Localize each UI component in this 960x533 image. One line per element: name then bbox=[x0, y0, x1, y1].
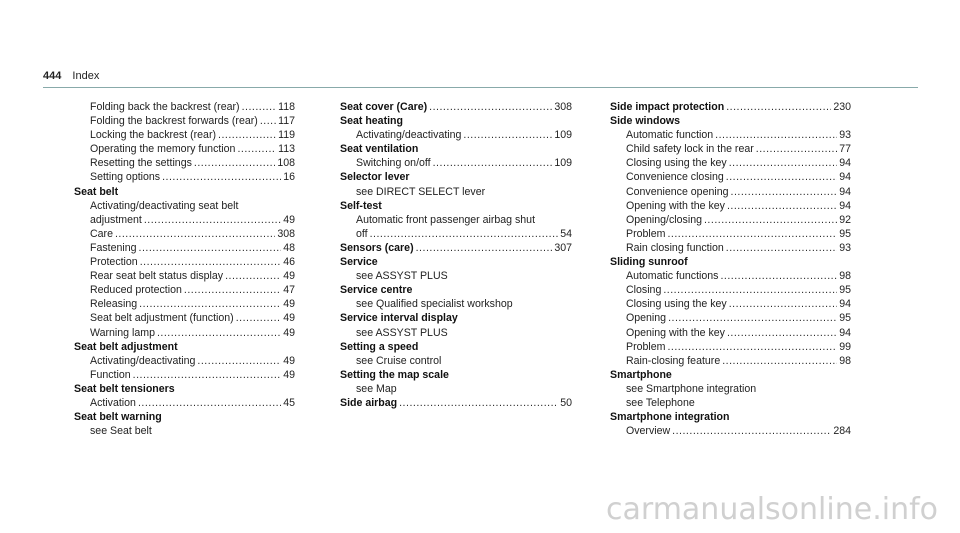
index-entry bbox=[610, 311, 851, 325]
entry-label: adjustment bbox=[90, 213, 142, 226]
index-reference: see Map bbox=[356, 382, 397, 395]
page-reference: 108 bbox=[277, 157, 295, 170]
index-heading: Seat belt bbox=[74, 185, 119, 198]
entry-label: Closing using the key bbox=[626, 157, 727, 170]
page-reference: 49 bbox=[283, 270, 295, 283]
index-column-1 bbox=[74, 100, 295, 438]
entry-label: Activating/deactivating bbox=[356, 129, 462, 142]
index-heading: Service centre bbox=[340, 284, 413, 297]
index-heading: Seat belt adjustment bbox=[74, 340, 178, 353]
index-entry bbox=[610, 142, 851, 156]
index-entry bbox=[74, 213, 295, 227]
entry-label: Automatic functions bbox=[626, 270, 719, 283]
dot-leader bbox=[715, 128, 837, 142]
index-reference: see DIRECT SELECT lever bbox=[356, 185, 486, 198]
dot-leader bbox=[727, 199, 837, 213]
page-reference: 49 bbox=[283, 354, 295, 367]
index-entry bbox=[610, 170, 851, 184]
dot-leader bbox=[667, 227, 837, 241]
dot-leader bbox=[138, 396, 281, 410]
dot-leader bbox=[115, 227, 275, 241]
dot-leader bbox=[194, 156, 275, 170]
index-reference: see Cruise control bbox=[356, 354, 442, 367]
index-reference: see ASSYST PLUS bbox=[356, 326, 448, 339]
index-entry bbox=[610, 100, 851, 114]
index-entry bbox=[340, 227, 572, 241]
index-heading: Service bbox=[340, 256, 378, 269]
index-entry bbox=[610, 156, 851, 170]
page-reference: 48 bbox=[283, 241, 295, 254]
dot-leader bbox=[729, 297, 838, 311]
entry-label: Function bbox=[90, 368, 131, 381]
page-reference: 94 bbox=[839, 157, 851, 170]
index-entry bbox=[610, 199, 851, 213]
index-entry bbox=[610, 354, 851, 368]
entry-label: Operating the memory function bbox=[90, 143, 236, 156]
page-reference: 92 bbox=[839, 213, 851, 226]
index-entry bbox=[610, 227, 851, 241]
dot-leader bbox=[727, 326, 837, 340]
dot-leader bbox=[157, 326, 281, 340]
page-reference: 109 bbox=[554, 129, 572, 142]
page-reference: 99 bbox=[839, 340, 851, 353]
dot-leader bbox=[729, 156, 838, 170]
index-entry bbox=[340, 156, 572, 170]
dot-leader bbox=[162, 170, 281, 184]
page-reference: 95 bbox=[839, 284, 851, 297]
entry-label: Closing bbox=[626, 284, 662, 297]
index-reference: Activating/deactivating seat belt bbox=[90, 199, 239, 212]
index-entry bbox=[610, 283, 851, 297]
entry-label: Convenience opening bbox=[626, 185, 729, 198]
page-reference: 308 bbox=[554, 101, 572, 113]
entry-label: Seat cover (Care) bbox=[340, 101, 428, 113]
page-reference: 49 bbox=[283, 213, 295, 226]
dot-leader bbox=[139, 241, 282, 255]
page-reference: 118 bbox=[278, 101, 295, 113]
entry-label: Activation bbox=[90, 396, 136, 409]
index-reference: see Smartphone integration bbox=[626, 382, 757, 395]
dot-leader bbox=[429, 100, 552, 114]
index-heading: Service interval display bbox=[340, 312, 458, 325]
index-entry bbox=[74, 100, 295, 114]
dot-leader bbox=[139, 297, 281, 311]
index-entry bbox=[74, 114, 295, 128]
page-reference: 54 bbox=[560, 227, 572, 240]
page-reference: 49 bbox=[283, 312, 295, 325]
index-entry bbox=[74, 142, 295, 156]
page-reference: 119 bbox=[278, 129, 295, 142]
dot-leader bbox=[756, 142, 837, 156]
page-reference: 50 bbox=[560, 396, 572, 409]
entry-label: Opening with the key bbox=[626, 199, 725, 212]
index-entry bbox=[340, 241, 572, 255]
entry-label: Opening with the key bbox=[626, 326, 725, 339]
page-reference: 93 bbox=[839, 241, 851, 254]
dot-leader bbox=[237, 142, 276, 156]
dot-leader bbox=[663, 283, 837, 297]
entry-label: Opening/closing bbox=[626, 213, 702, 226]
index-entry bbox=[74, 396, 295, 410]
page-reference: 95 bbox=[839, 312, 851, 325]
index-entry bbox=[74, 354, 295, 368]
entry-label: Opening bbox=[626, 312, 667, 325]
index-column-3 bbox=[610, 100, 851, 438]
index-reference: see Qualified specialist workshop bbox=[356, 298, 513, 311]
page-reference: 16 bbox=[283, 171, 295, 184]
dot-leader bbox=[726, 100, 831, 114]
index-entry bbox=[74, 170, 295, 184]
dot-leader bbox=[184, 283, 281, 297]
index-entry bbox=[74, 227, 295, 241]
dot-leader bbox=[667, 340, 837, 354]
dot-leader bbox=[726, 241, 837, 255]
page-reference: 45 bbox=[283, 396, 295, 409]
dot-leader bbox=[236, 311, 282, 325]
index-heading: Seat heating bbox=[340, 115, 403, 128]
entry-label: Seat belt adjustment (function) bbox=[90, 312, 234, 325]
page-reference: 94 bbox=[839, 199, 851, 212]
index-entry bbox=[610, 185, 851, 199]
entry-label: Locking the backrest (rear) bbox=[90, 129, 217, 142]
dot-leader bbox=[197, 354, 281, 368]
entry-label: Rain closing function bbox=[626, 241, 724, 254]
dot-leader bbox=[726, 170, 837, 184]
dot-leader bbox=[140, 255, 282, 269]
index-reference: see Telephone bbox=[626, 396, 695, 409]
index-entry bbox=[74, 269, 295, 283]
dot-leader bbox=[722, 354, 837, 368]
entry-label: Child safety lock in the rear bbox=[626, 143, 754, 156]
index-heading: Smartphone integration bbox=[610, 411, 730, 424]
entry-label: Resetting the settings bbox=[90, 157, 192, 170]
entry-label: Releasing bbox=[90, 298, 138, 311]
page-reference: 46 bbox=[283, 256, 295, 269]
entry-label: Overview bbox=[626, 425, 671, 438]
index-entry bbox=[74, 311, 295, 325]
entry-label: Side impact protection bbox=[610, 101, 725, 113]
index-entry bbox=[74, 255, 295, 269]
entry-label: Problem bbox=[626, 340, 666, 353]
entry-label: Activating/deactivating bbox=[90, 354, 196, 367]
index-entry bbox=[610, 241, 851, 255]
index-entry bbox=[340, 396, 572, 410]
index-entry bbox=[74, 156, 295, 170]
index-entry bbox=[74, 368, 295, 382]
dot-leader bbox=[225, 269, 281, 283]
page-reference: 98 bbox=[839, 354, 851, 367]
page-reference: 308 bbox=[277, 227, 295, 240]
dot-leader bbox=[370, 227, 559, 241]
page-reference: 49 bbox=[283, 298, 295, 311]
entry-label: Convenience closing bbox=[626, 171, 724, 184]
index-heading: Seat belt warning bbox=[74, 411, 162, 424]
page-reference: 77 bbox=[839, 143, 851, 156]
page-reference: 284 bbox=[833, 425, 851, 438]
dot-leader bbox=[416, 241, 553, 255]
index-heading: Self-test bbox=[340, 199, 382, 212]
index-entry bbox=[610, 424, 851, 438]
index-entry bbox=[610, 128, 851, 142]
page-reference: 94 bbox=[839, 185, 851, 198]
page-reference: 94 bbox=[839, 298, 851, 311]
page-reference: 307 bbox=[554, 241, 572, 254]
index-heading: Seat ventilation bbox=[340, 143, 419, 156]
entry-label: Protection bbox=[90, 256, 138, 269]
page-reference: 93 bbox=[839, 129, 851, 142]
index-entry bbox=[74, 128, 295, 142]
index-heading: Seat belt tensioners bbox=[74, 382, 175, 395]
entry-label: Sensors (care) bbox=[340, 241, 414, 254]
index-entry bbox=[74, 283, 295, 297]
entry-label: Rear seat belt status display bbox=[90, 270, 224, 283]
entry-label: Folding the backrest forwards (rear) bbox=[90, 115, 258, 128]
dot-leader bbox=[463, 128, 552, 142]
page-number: 444 bbox=[43, 70, 62, 82]
page-reference: 49 bbox=[283, 326, 295, 339]
header-divider bbox=[43, 87, 918, 88]
entry-label: Reduced protection bbox=[90, 284, 182, 297]
index-entry bbox=[610, 340, 851, 354]
entry-label: Side airbag bbox=[340, 396, 398, 409]
index-entry bbox=[610, 213, 851, 227]
entry-label: Switching on/off bbox=[356, 157, 431, 170]
entry-label: Care bbox=[90, 227, 113, 240]
page-header bbox=[43, 70, 99, 82]
page-reference: 98 bbox=[839, 270, 851, 283]
index-heading: Selector lever bbox=[340, 171, 410, 184]
page-reference: 109 bbox=[554, 157, 572, 170]
index-entry bbox=[74, 326, 295, 340]
index-entry bbox=[340, 100, 572, 114]
entry-label: off bbox=[356, 227, 368, 240]
index-entry bbox=[610, 297, 851, 311]
index-entry bbox=[610, 326, 851, 340]
page-reference: 94 bbox=[839, 171, 851, 184]
dot-leader bbox=[399, 396, 558, 410]
index-heading: Sliding sunroof bbox=[610, 256, 688, 269]
index-heading: Smartphone bbox=[610, 368, 672, 381]
index-entry bbox=[340, 128, 572, 142]
index-heading: Setting a speed bbox=[340, 340, 419, 353]
page-reference: 47 bbox=[283, 284, 295, 297]
dot-leader bbox=[218, 128, 276, 142]
entry-label: Warning lamp bbox=[90, 326, 155, 339]
dot-leader bbox=[668, 311, 837, 325]
dot-leader bbox=[720, 269, 837, 283]
index-entry bbox=[74, 241, 295, 255]
index-reference: see ASSYST PLUS bbox=[356, 270, 448, 283]
dot-leader bbox=[672, 424, 831, 438]
entry-label: Closing using the key bbox=[626, 298, 727, 311]
dot-leader bbox=[433, 156, 553, 170]
dot-leader bbox=[704, 213, 837, 227]
page-reference: 49 bbox=[283, 368, 295, 381]
watermark: carmanualsonline.info bbox=[606, 492, 938, 527]
dot-leader bbox=[242, 100, 277, 114]
index-entry bbox=[74, 297, 295, 311]
entry-label: Rain-closing feature bbox=[626, 354, 721, 367]
index-heading: Setting the map scale bbox=[340, 368, 449, 381]
page-reference: 94 bbox=[839, 326, 851, 339]
entry-label: Setting options bbox=[90, 171, 161, 184]
entry-label: Problem bbox=[626, 227, 666, 240]
entry-label: Fastening bbox=[90, 241, 137, 254]
index-heading: Side windows bbox=[610, 115, 681, 128]
dot-leader bbox=[133, 368, 282, 382]
entry-label: Automatic function bbox=[626, 129, 714, 142]
page-title: Index bbox=[72, 70, 100, 82]
index-entry bbox=[610, 269, 851, 283]
entry-label: Folding back the backrest (rear) bbox=[90, 101, 240, 113]
index-reference: see Seat belt bbox=[90, 425, 152, 438]
dot-leader bbox=[731, 185, 838, 199]
page-reference: 230 bbox=[833, 101, 851, 113]
dot-leader bbox=[144, 213, 281, 227]
page-reference: 113 bbox=[278, 143, 295, 156]
page-reference: 117 bbox=[278, 115, 295, 128]
page-reference: 95 bbox=[839, 227, 851, 240]
dot-leader bbox=[260, 114, 276, 128]
index-reference: Automatic front passenger airbag shut bbox=[356, 213, 536, 226]
index-column-2 bbox=[340, 100, 572, 410]
